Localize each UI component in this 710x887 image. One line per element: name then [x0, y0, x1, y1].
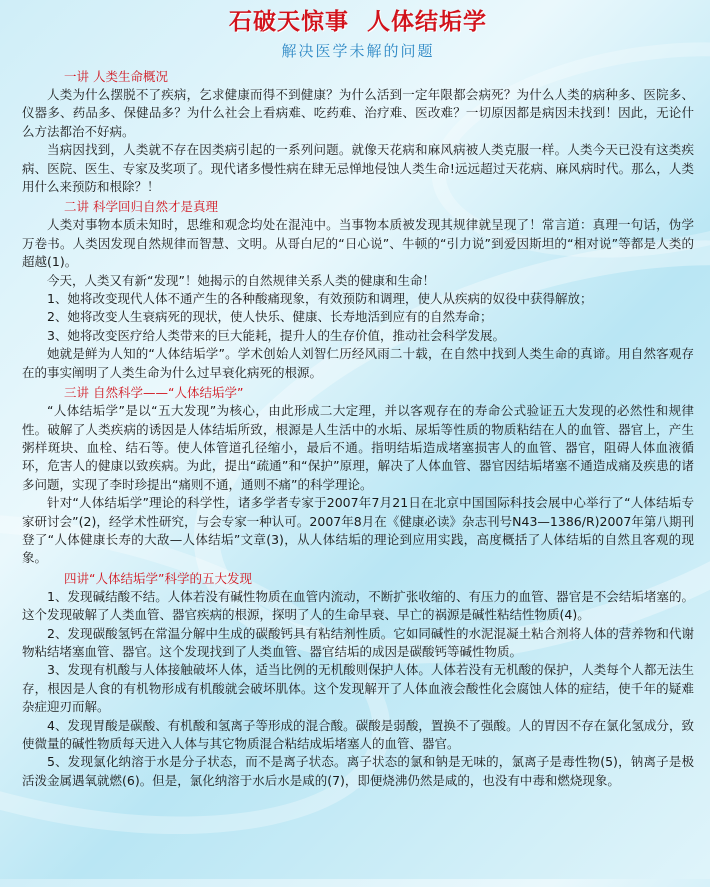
section-heading: 一讲 人类生命概况: [64, 69, 168, 84]
paragraph: 1、发现碱结酸不结。人体若没有碱性物质在血管内流动，不断扩张收缩的、有压力的血管、器官是不会结垢堵塞的。这个发现破解了人类血管、器官疾病的根源，探明了人的生命早衰、早亡的祸源是碱性粘结性物质(4)。: [22, 588, 694, 623]
document-page: [0, 6, 710, 790]
page-subtitle: 解决医学未解的问题: [281, 42, 435, 60]
paragraph: 人类为什么摆脱不了疾病，乞求健康而得不到健康？为什么活到一定年限都会病死？为什么人类的病种多、医院多、仪器多、药品多、保健品多？为什么社会上看病难、吃药难、治疗难、医改难？一切原因都是病因未找到！因此，无论什么方法都治不好病。: [22, 87, 694, 139]
section-3: [22, 384, 694, 568]
section-4: [22, 570, 694, 790]
title-part-1: 石破天惊事: [229, 9, 349, 35]
paragraph: 4、发现胃酸是碳酸、有机酸和氢离子等形成的混合酸。碳酸是弱酸，置换不了强酸。人的胃因不存在氯化氢成分，致使微量的碱性物质每天进入人体与其它物质混合粘结成垢堵塞人的血管、器官。: [22, 717, 694, 751]
paragraph: 2、发现碳酸氢钙在常温分解中生成的碳酸钙具有粘结剂性质。它如同碱性的水泥混凝土粘合剂将人体的营养物和代谢物粘结堵塞血管、器官。这个发现找到了人类血管、器官结垢的成因是碳酸钙等碱性物质。: [22, 625, 694, 659]
section-heading: 二讲 科学回归自然才是真理: [64, 199, 218, 215]
paragraph: 3、发现有机酸与人体接触破坏人体，适当比例的无机酸则保护人体。人体若没有无机酸的保护，人类每个人都无法生存，根因是人食的有机物形成有机酸就会破坏肌体。这个发现解开了人体血液会酸性化会腐蚀人体的症结，使千年的疑难杂症迎刃而解。: [22, 662, 694, 715]
section-2: [22, 198, 694, 382]
section-heading: 三讲 自然科学——“人体结垢学”: [64, 385, 244, 401]
page-title: [22, 6, 694, 38]
paragraph: 1、她将改变现代人体不通产生的各种酸痛现象，有效预防和调理，使人从疾病的奴役中获得解放；: [47, 291, 593, 307]
paragraph: 她就是鲜为人知的“人体结垢学”。学术创始人刘智仁历经风雨二十载，在自然中找到人类生命的真谛。用自然客观存在的事实阐明了人类生命为什么过早衰化病死的根源。: [22, 346, 694, 380]
paragraph: 2、她将改变人生衰病死的现状，使人快乐、健康、长寿地活到应有的自然寿命；: [47, 309, 493, 325]
title-part-2: 人体结垢学: [367, 9, 487, 35]
paragraph: 针对“人体结垢学”理论的科学性，诸多学者专家于2007年7月21日在北京中国国际科技会展中心举行了“人体结垢专家研讨会”(2)，经学术性研究，与会专家一种认可。2007年8月在《健康必读》杂志刊号N43—1386/R)2007年第八期刊登了“人体健康长寿的大敌—人体结垢”文章(3)，从人体结垢的理论到应用实践，高度概括了人体结垢的自然且客观的现象。: [22, 495, 694, 566]
section-heading: 四讲“人体结垢学”科学的五大发现: [64, 570, 252, 586]
paragraph: 今天，人类又有新“发现”！她揭示的自然规律关系人类的健康和生命！: [47, 272, 435, 288]
paragraph: 当病因找到，人类就不存在因类病引起的一系列问题。就像天花病和麻风病被人类克服一样。人类今天已没有这类疾病、医院、医生、专家及奖项了。现代诸多慢性病在肆无忌惮地侵蚀人类生命!远远超过天花病、麻风病时代。那么，人类用什么来预防和根除？！: [22, 142, 694, 195]
paragraph: 3、她将改变医疗给人类带来的巨大能耗，提升人的生存价值，推动社会科学发展。: [47, 327, 505, 343]
section-1: [22, 68, 694, 196]
paragraph: “人体结垢学”是以“五大发现”为核心，由此形成二大定理，并以客观存在的寿命公式验证五大发现的必然性和规律性。破解了人类疾病的诱因是人体结垢所致，根源是人生活中的水垢、尿垢等性质的物质粘结在人的血管、器官上，产生粥样斑块、血栓、结石等。使人体管道孔径缩小，最后不通。指明结垢造成堵塞损害人的血管、器官，阻碍人体血液循环，危害人的健康以致疾病。为此，提出“疏通”和“保护”原理，解决了人体血管、器官因结垢堵塞不通造成痛及疾患的诸多问题，实现了李时珍提出“痛则不通，通则不痛”的科学理论。: [22, 403, 694, 492]
paragraph: 人类对事物本质未知时，思维和观念均处在混沌中。当事物本质被发现其规律就呈现了！常言道：真理一句话，伪学万卷书。人类因发现自然规律而智慧、文明。从哥白尼的“日心说”、牛顿的“引力说”到爱因斯坦的“相对说”等都是人类的超越(1)。: [22, 217, 694, 270]
paragraph: 5、发现氯化纳溶于水是分子状态，而不是离子状态。离子状态的氯和钠是无味的，氯离子是毒性物(5)，钠离子是极活泼金属遇氧就燃(6)。但是，氯化纳溶于水后水是咸的(7)，即便烧沸仍然是咸的，也没有中毒和燃烧现象。: [22, 754, 694, 788]
